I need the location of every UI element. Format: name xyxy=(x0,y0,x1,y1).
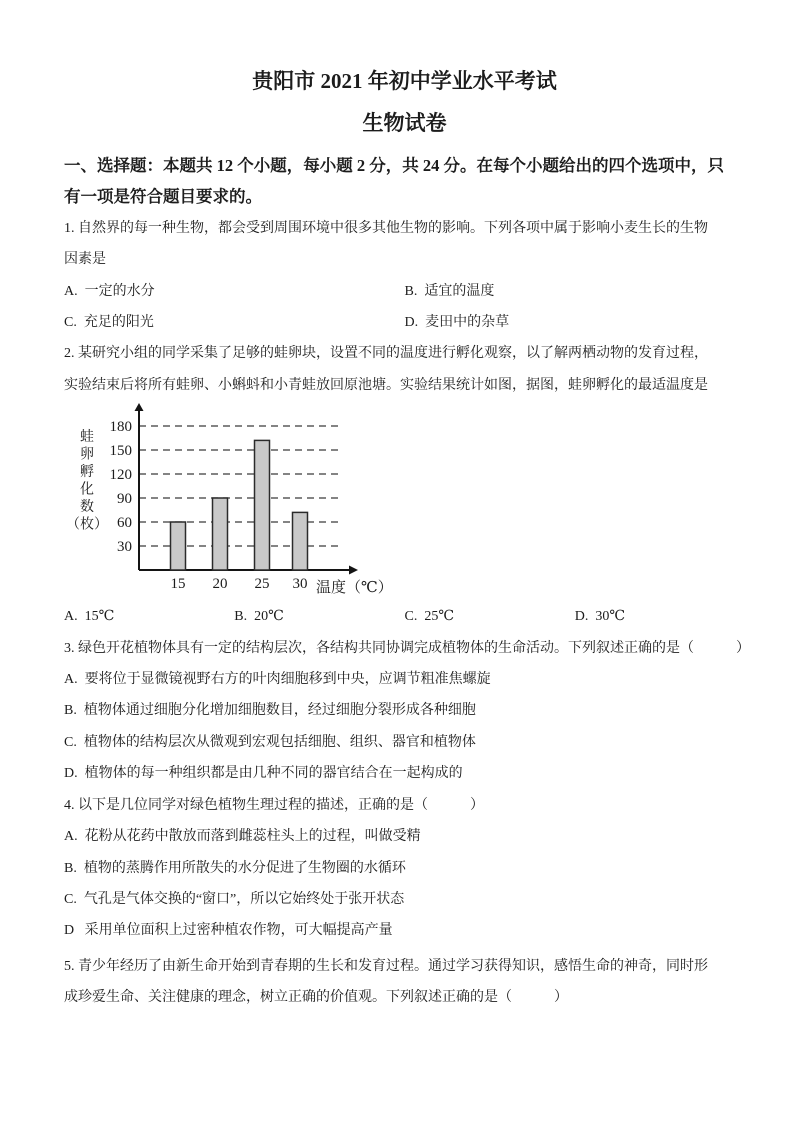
question-4-option-b: B. 植物的蒸腾作用所散失的水分促进了生物圈的水循环 xyxy=(64,860,406,876)
question-5-text-line-1: 5. 青少年经历了由新生命开始到青春期的生长和发育过程。通过学习获得知识，感悟生命的神奇，同时形 xyxy=(64,958,708,974)
question-5-text-line-2: 成珍爱生命、关注健康的理念，树立正确的价值观。下列叙述正确的是（ ） xyxy=(64,990,568,1006)
y-axis-title-char-5: （枚） xyxy=(68,517,108,533)
question-3-option-b: B. 植物体通过细胞分化增加细胞数目，经过细胞分裂形成各种细胞 xyxy=(64,703,476,719)
question-1-text-line-2: 因素是 xyxy=(64,252,106,268)
question-2-text-line-1: 2. 某研究小组的同学采集了足够的蛙卵块，设置不同的温度进行孵化观察，以了解两栖动物的发育过程， xyxy=(64,346,708,362)
question-2 xyxy=(64,338,745,632)
y-axis-arrow-icon xyxy=(135,403,144,411)
question-2-text-line-2: 实验结束后将所有蛙卵、小蝌蚪和小青蛙放回原池塘。实验结果统计如图，据图，蛙卵孵化的最适温度是 xyxy=(64,377,708,393)
x-tick-label-25: 25 xyxy=(254,576,270,593)
question-1-option-b: B. 适宜的温度 xyxy=(404,283,495,299)
question-1-option-c: C. 充足的阳光 xyxy=(64,315,154,331)
question-1-option-a: A. 一定的水分 xyxy=(64,283,155,299)
bar-20 xyxy=(213,498,228,570)
x-tick-label-30: 30 xyxy=(292,576,308,593)
x-axis-arrow-icon xyxy=(349,566,358,575)
question-1-text-line-1: 1. 自然界的每一种生物，都会受到周围环境中很多其他生物的影响。下列各项中属于影响小麦生长的生物 xyxy=(64,220,708,236)
question-3-option-a: A. 要将位于显微镜视野右方的叶肉细胞移到中央，应调节粗准焦螺旋 xyxy=(64,672,491,688)
question-4-option-c: C. 气孔是气体交换的“窗口”，所以它始终处于张开状态 xyxy=(64,891,405,907)
question-4-option-a: A. 花粉从花药中散放而落到雌蕊柱头上的过程，叫做受精 xyxy=(64,829,421,845)
bar-15 xyxy=(171,522,186,570)
y-axis-title-char-0: 蛙 xyxy=(80,430,94,446)
question-1-options-row-1 xyxy=(64,276,745,307)
question-5 xyxy=(64,951,745,1014)
bar-chart-svg xyxy=(68,403,408,601)
question-4-text-line-1: 4. 以下是几位同学对绿色植物生理过程的描述，正确的是（ ） xyxy=(64,797,484,813)
y-axis-title-char-4: 数 xyxy=(80,500,94,516)
question-2-option-a: A. 15℃ xyxy=(64,609,115,625)
section-header xyxy=(64,150,745,213)
y-tick-label-90: 90 xyxy=(117,491,132,508)
question-3-text-line-1: 3. 绿色开花植物体具有一定的结构层次，各结构共同协调完成植物体的生命活动。下列叙述正确的是（ ） xyxy=(64,640,750,656)
y-tick-label-150: 150 xyxy=(109,443,132,460)
question-1-option-d: D. 麦田中的杂草 xyxy=(404,315,510,331)
x-tick-label-20: 20 xyxy=(212,576,228,593)
bar-25 xyxy=(255,441,270,571)
y-tick-label-30: 30 xyxy=(117,539,132,556)
frog-egg-hatch-chart xyxy=(68,403,745,601)
y-axis-title-char-2: 孵 xyxy=(80,465,94,481)
y-tick-label-180: 180 xyxy=(109,419,132,436)
x-axis-title: 温度（℃） xyxy=(316,580,393,597)
question-3-option-c: C. 植物体的结构层次从微观到宏观包括细胞、组织、器官和植物体 xyxy=(64,734,476,750)
question-3 xyxy=(64,633,750,790)
question-1 xyxy=(64,213,745,339)
x-tick-label-15: 15 xyxy=(170,576,186,593)
question-4 xyxy=(64,790,745,947)
question-1-options-row-2 xyxy=(64,307,745,338)
y-axis-title-char-3: 化 xyxy=(80,482,94,498)
question-3-option-d: D. 植物体的每一种组织都是由几种不同的器官结合在一起构成的 xyxy=(64,766,463,782)
question-2-option-d: D. 30℃ xyxy=(574,609,626,625)
question-2-options-row xyxy=(64,601,745,632)
section-header-line-1: 一、选择题：本题共 12 个小题，每小题 2 分，共 24 分。在每个小题给出的四个选项中，只 xyxy=(64,156,724,175)
y-tick-label-60: 60 xyxy=(117,515,132,532)
y-tick-label-120: 120 xyxy=(109,467,132,484)
y-axis-title-char-1: 卵 xyxy=(80,447,94,463)
question-4-option-d: D 采用单位面积上过密种植农作物，可大幅提高产量 xyxy=(64,923,393,939)
question-2-option-c: C. 25℃ xyxy=(404,609,454,625)
page-subtitle: 生物试卷 xyxy=(362,111,447,135)
section-header-line-2: 有一项是符合题目要求的。 xyxy=(64,187,262,207)
page-title: 贵阳市 2021 年初中学业水平考试 xyxy=(252,69,557,93)
question-2-option-b: B. 20℃ xyxy=(234,609,284,625)
bar-30 xyxy=(293,513,308,571)
